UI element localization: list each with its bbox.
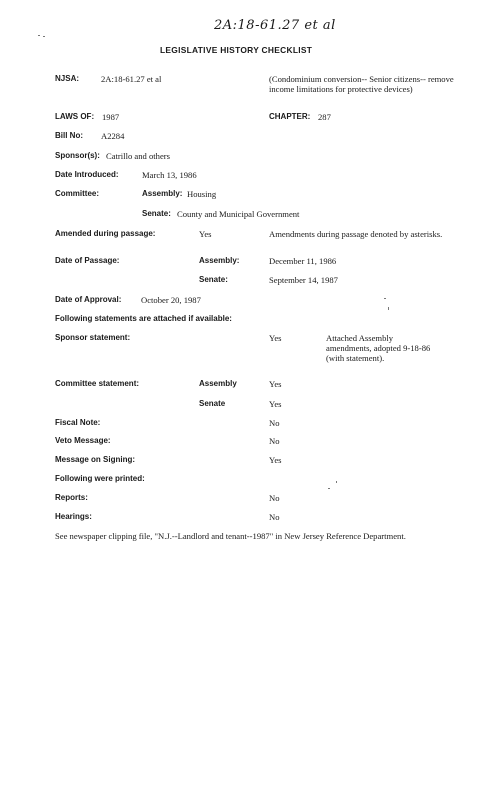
bill-no-value: A2284 xyxy=(101,131,125,141)
veto-message-value: No xyxy=(269,436,280,446)
sponsor-statement-note: Attached Assembly amendments, adopted 9-18-86 (with statement). xyxy=(326,333,431,363)
reports-value: No xyxy=(269,493,280,503)
committee-label: Committee: xyxy=(55,189,100,198)
scan-speck xyxy=(388,307,389,310)
bill-no-label: Bill No: xyxy=(55,131,83,140)
following-attached-heading: Following statements are attached if available: xyxy=(55,314,232,323)
scan-speck xyxy=(328,488,330,489)
date-of-approval-label: Date of Approval: xyxy=(55,295,122,304)
committee-assembly-label: Assembly: xyxy=(142,189,183,198)
laws-of-label: LAWS OF: xyxy=(55,112,95,121)
sponsors-value: Catrillo and others xyxy=(106,151,170,161)
sponsor-statement-value: Yes xyxy=(269,333,282,343)
amended-label: Amended during passage: xyxy=(55,229,156,238)
amended-note: Amendments during passage denoted by asterisks. xyxy=(269,229,443,239)
message-on-signing-label: Message on Signing: xyxy=(55,455,136,464)
veto-message-label: Veto Message: xyxy=(55,436,111,445)
scan-speck xyxy=(384,298,386,299)
njsa-description: (Condominium conversion-- Senior citizens-- remove income limitations for protective devices) xyxy=(269,74,454,94)
date-introduced-value: March 13, 1986 xyxy=(142,170,197,180)
committee-statement-senate-value: Yes xyxy=(269,399,282,409)
fiscal-note-value: No xyxy=(269,418,280,428)
passage-assembly-value: December 11, 1986 xyxy=(269,256,337,266)
committee-statement-assembly-label: Assembly xyxy=(199,379,237,388)
passage-senate-value: September 14, 1987 xyxy=(269,275,338,285)
sponsors-label: Sponsor(s): xyxy=(55,151,100,160)
page-title: LEGISLATIVE HISTORY CHECKLIST xyxy=(160,45,313,55)
reports-label: Reports: xyxy=(55,493,88,502)
date-of-passage-label: Date of Passage: xyxy=(55,256,120,265)
following-printed-heading: Following were printed: xyxy=(55,474,145,483)
committee-assembly-value: Housing xyxy=(187,189,217,199)
footer-note: See newspaper clipping file, "N.J.--Landlord and tenant--1987" in New Jersey Reference Department. xyxy=(55,531,406,541)
njsa-value: 2A:18-61.27 et al xyxy=(101,74,162,84)
scan-speck xyxy=(38,35,40,36)
fiscal-note-label: Fiscal Note: xyxy=(55,418,101,427)
sponsor-statement-label: Sponsor statement: xyxy=(55,333,131,342)
date-of-approval-value: October 20, 1987 xyxy=(141,295,201,305)
chapter-label: CHAPTER: xyxy=(269,112,311,121)
committee-senate-label: Senate: xyxy=(142,209,171,218)
committee-statement-assembly-value: Yes xyxy=(269,379,282,389)
njsa-label: NJSA: xyxy=(55,74,80,83)
hearings-label: Hearings: xyxy=(55,512,92,521)
chapter-value: 287 xyxy=(318,112,331,122)
message-on-signing-value: Yes xyxy=(269,455,282,465)
passage-assembly-label: Assembly: xyxy=(199,256,240,265)
date-introduced-label: Date Introduced: xyxy=(55,170,119,179)
scan-speck xyxy=(43,36,45,37)
passage-senate-label: Senate: xyxy=(199,275,228,284)
scan-speck xyxy=(336,481,337,483)
amended-value: Yes xyxy=(199,229,212,239)
hearings-value: No xyxy=(269,512,280,522)
handwritten-annotation: 2A:18-61.27 et al xyxy=(214,18,336,33)
committee-statement-label: Committee statement: xyxy=(55,379,140,388)
laws-of-value: 1987 xyxy=(102,112,120,122)
committee-statement-senate-label: Senate xyxy=(199,399,226,408)
committee-senate-value: County and Municipal Government xyxy=(177,209,300,219)
